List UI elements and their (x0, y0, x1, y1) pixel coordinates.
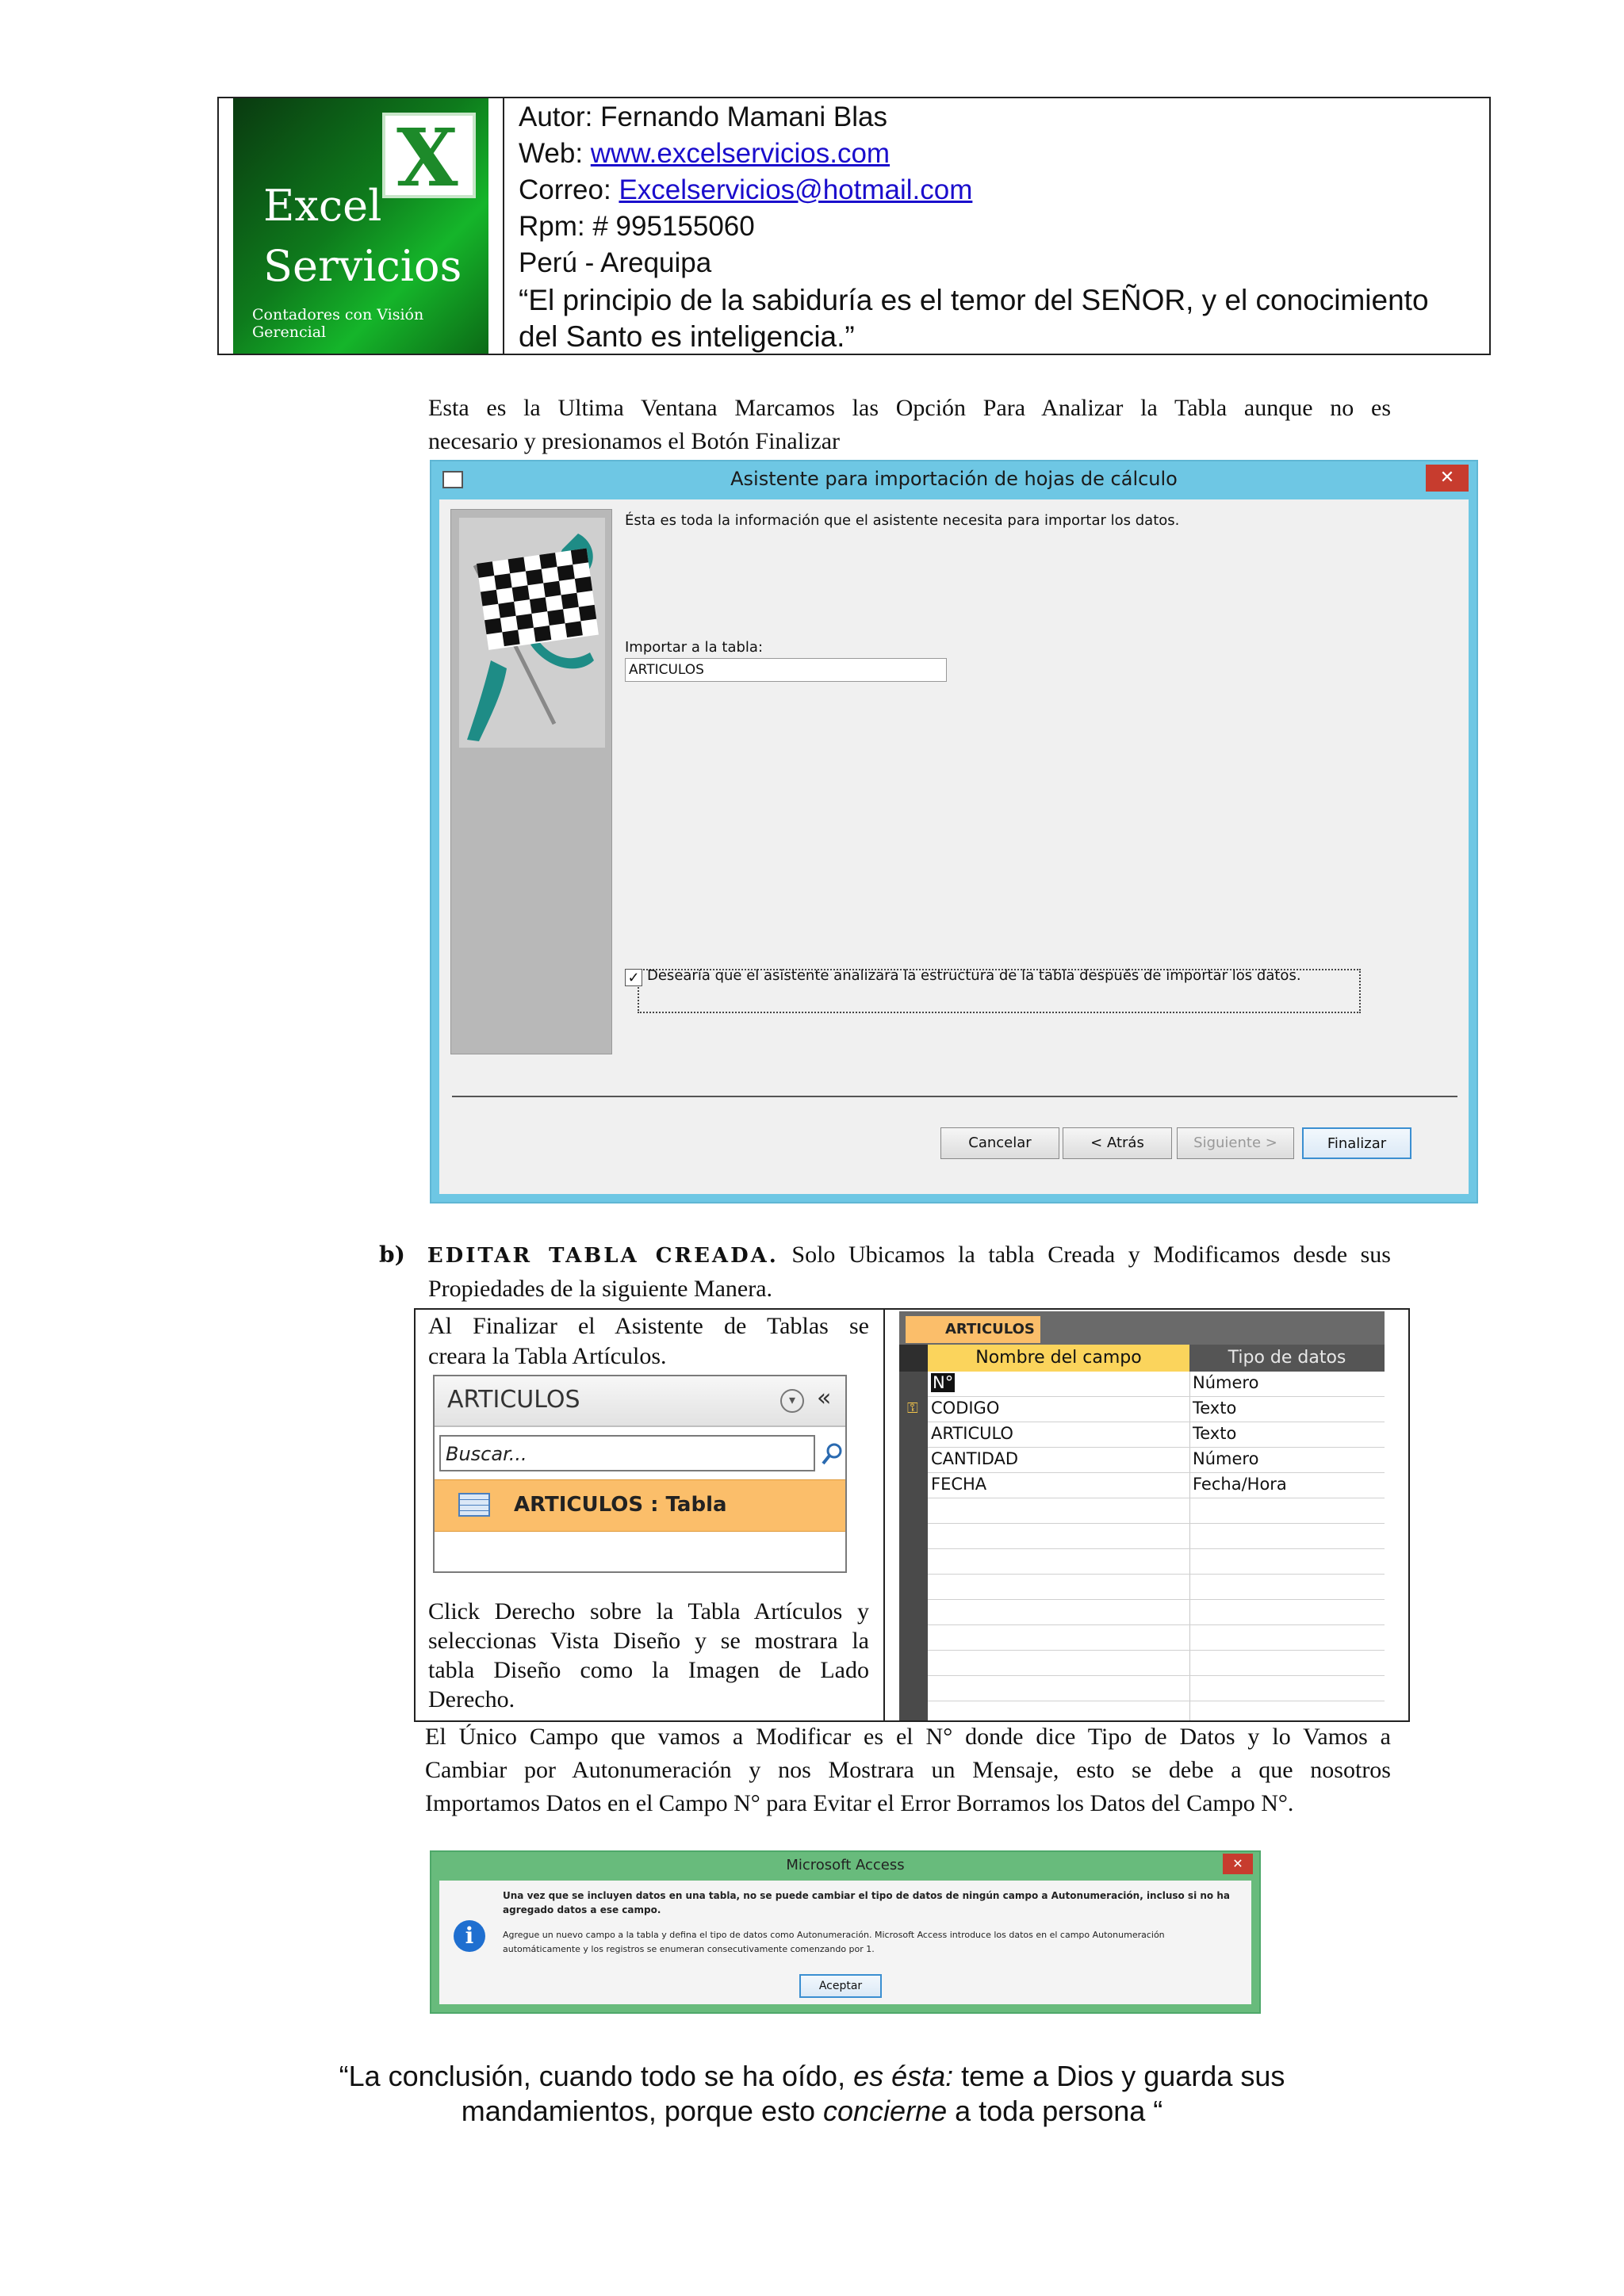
table-icon (458, 1493, 490, 1517)
table-row-empty[interactable] (928, 1625, 1385, 1651)
nav-item-label: ARTICULOS : Tabla (514, 1493, 727, 1517)
logo-text-servicios: Servicios (263, 241, 462, 291)
message-title: Microsoft Access (786, 1857, 905, 1873)
message-bold-line1: Una vez que se incluyen datos en una tabla, no se puede cambiar el tipo de datos de ningún campo a Autonumeración, incluso si no ha (503, 1890, 1230, 1901)
back-button[interactable]: < Atrás (1063, 1127, 1172, 1159)
table-row[interactable]: CANTIDAD Número (928, 1448, 1385, 1473)
excel-x-icon: X (382, 113, 476, 198)
search-input[interactable] (439, 1435, 815, 1471)
header-quote-line1: “El principio de la sabiduría es el temor del SEÑOR, y el conocimiento (519, 284, 1429, 316)
chevron-down-icon[interactable]: ▾ (780, 1389, 804, 1413)
table-row[interactable]: CODIGO Texto (928, 1397, 1385, 1422)
access-message-box (430, 1850, 1261, 2014)
wizard-info-text: Ésta es toda la información que el asistente necesita para importar los datos. (625, 512, 1180, 529)
collapse-pane-icon[interactable]: « (817, 1384, 832, 1412)
rpm-line: Rpm: # 995155060 (519, 211, 755, 242)
table-row[interactable]: FECHA Fecha/Hora (928, 1473, 1385, 1498)
finish-button[interactable]: Finalizar (1302, 1127, 1411, 1159)
table-row-empty[interactable] (928, 1600, 1385, 1625)
logo-cell (219, 98, 504, 354)
info-icon: i (454, 1920, 485, 1952)
table-row-empty[interactable] (928, 1651, 1385, 1676)
wizard-separator (452, 1096, 1457, 1097)
explanation-paragraph: El Único Campo que vamos a Modificar es el N° donde dice Tipo de Datos y lo Vamos a Cambiar por Autonumeración y nos Mostrara un Mensaje, esto se debe a que nosotros Importamos Datos en el Campo N° para Evitar el Error Borramos los Datos del Campo N°. (425, 1724, 1391, 1816)
message-titlebar (431, 1852, 1259, 1881)
email-line: Correo: Excelservicios@hotmail.com (519, 174, 973, 205)
table-name-input[interactable]: ARTICULOS (625, 658, 947, 682)
web-link[interactable]: www.excelservicios.com (590, 138, 891, 169)
design-view-tab[interactable] (906, 1316, 1040, 1343)
location-line: Perú - Arequipa (519, 247, 712, 278)
nav-item-articulos-table[interactable] (435, 1479, 845, 1532)
logo-tagline: Contadores con Visión Gerencial (252, 306, 424, 341)
import-table-label: Importar a la tabla: (625, 639, 764, 656)
web-line: Web: www.excelservicios.com (519, 138, 891, 169)
primary-key-icon: ⚿ (907, 1400, 918, 1417)
header-quote-line2: del Santo es inteligencia.” (519, 320, 855, 353)
footer-quote-line2: mandamientos, porque esto concierne a toda persona “ (461, 2095, 1163, 2127)
table-row[interactable]: ARTICULO Texto (928, 1422, 1385, 1448)
message-text-line2: automáticamente y los registros se enumeran consecutivamente comenzando por 1. (503, 1944, 875, 1954)
table-row-empty[interactable] (928, 1524, 1385, 1549)
next-button[interactable]: Siguiente > (1177, 1127, 1294, 1159)
design-view-tab-label: ARTICULOS (945, 1321, 1035, 1337)
logo-text-excel: Excel (263, 181, 382, 231)
wizard-body (439, 499, 1469, 1194)
table-row-empty[interactable] (928, 1498, 1385, 1524)
footer-quote-line1: “La conclusión, cuando todo se ha oído, es ésta: teme a Dios y guarda sus (339, 2060, 1285, 2092)
checkered-flag-icon (459, 518, 605, 748)
section-b-text1: Solo Ubicamos la tabla Creada y Modificamos desde sus (778, 1242, 1391, 1268)
wizard-title: Asistente para importación de hojas de cálculo (730, 468, 1178, 490)
wizard-side-panel (450, 509, 612, 1054)
analyze-checkbox[interactable]: ✓ (625, 969, 642, 986)
import-wizard-window (430, 460, 1478, 1203)
table-section-box (414, 1308, 1410, 1722)
message-text-line1: Agregue un nuevo campo a la tabla y defina el tipo de datos como Autonumeración. Microsoft Access introduce los datos en el campo Autonumeración (503, 1930, 1165, 1940)
section-b-heading: EDITAR TABLA CREADA. (427, 1244, 779, 1268)
author-line: Autor: Fernando Mamani Blas (519, 101, 887, 132)
column-header-field-name[interactable]: Nombre del campo (928, 1345, 1189, 1372)
left-cell-bottom-text: Click Derecho sobre la Tabla Artículos y seleccionas Vista Diseño y se mostrara la tabla Diseño como la Imagen de Lado Derecho. (428, 1598, 869, 1712)
design-view-window (899, 1311, 1385, 1720)
nav-pane-title: ARTICULOS (447, 1386, 580, 1414)
left-cell-top-text: Al Finalizar el Asistente de Tablas se creara la Tabla Artículos. (428, 1313, 869, 1369)
message-bold-line2: agregado datos a ese campo. (503, 1904, 661, 1915)
section-b-marker: b) (379, 1242, 405, 1268)
cell-divider (883, 1310, 885, 1720)
email-link[interactable]: Excelservicios@hotmail.com (619, 174, 973, 205)
wizard-titlebar (431, 461, 1477, 499)
column-header-data-type[interactable]: Tipo de datos (1189, 1345, 1385, 1372)
table-row-empty[interactable] (928, 1676, 1385, 1701)
intro-line1: Esta es la Ultima Ventana Marcamos las Opción Para Analizar la Tabla aunque no es (428, 395, 1391, 421)
section-b-paragraph (379, 1238, 1391, 1306)
search-placeholder: Buscar... (446, 1443, 527, 1465)
nav-pane-header[interactable] (435, 1376, 845, 1427)
message-body (439, 1881, 1251, 2004)
close-button[interactable]: ✕ (1426, 465, 1469, 492)
table-row[interactable]: N° Número (928, 1372, 1385, 1397)
cancel-button[interactable]: Cancelar (940, 1127, 1059, 1159)
intro-line2: necesario y presionamos el Botón Finalizar (428, 428, 841, 454)
excel-servicios-logo (233, 98, 488, 354)
ok-button[interactable]: Aceptar (799, 1974, 882, 1998)
navigation-pane (433, 1375, 847, 1573)
design-grid (899, 1345, 1385, 1720)
search-icon[interactable] (820, 1440, 844, 1468)
document-header (217, 97, 1491, 355)
analyze-checkbox-label[interactable]: Desearía que el asistente analizara la estructura de la tabla después de importar los datos. (647, 967, 1301, 984)
table-row-empty[interactable] (928, 1575, 1385, 1600)
section-b-text2: Propiedades de la siguiente Manera. (428, 1276, 773, 1302)
close-button[interactable]: ✕ (1223, 1854, 1253, 1874)
intro-paragraph (428, 392, 1391, 458)
table-row-empty[interactable] (928, 1549, 1385, 1575)
